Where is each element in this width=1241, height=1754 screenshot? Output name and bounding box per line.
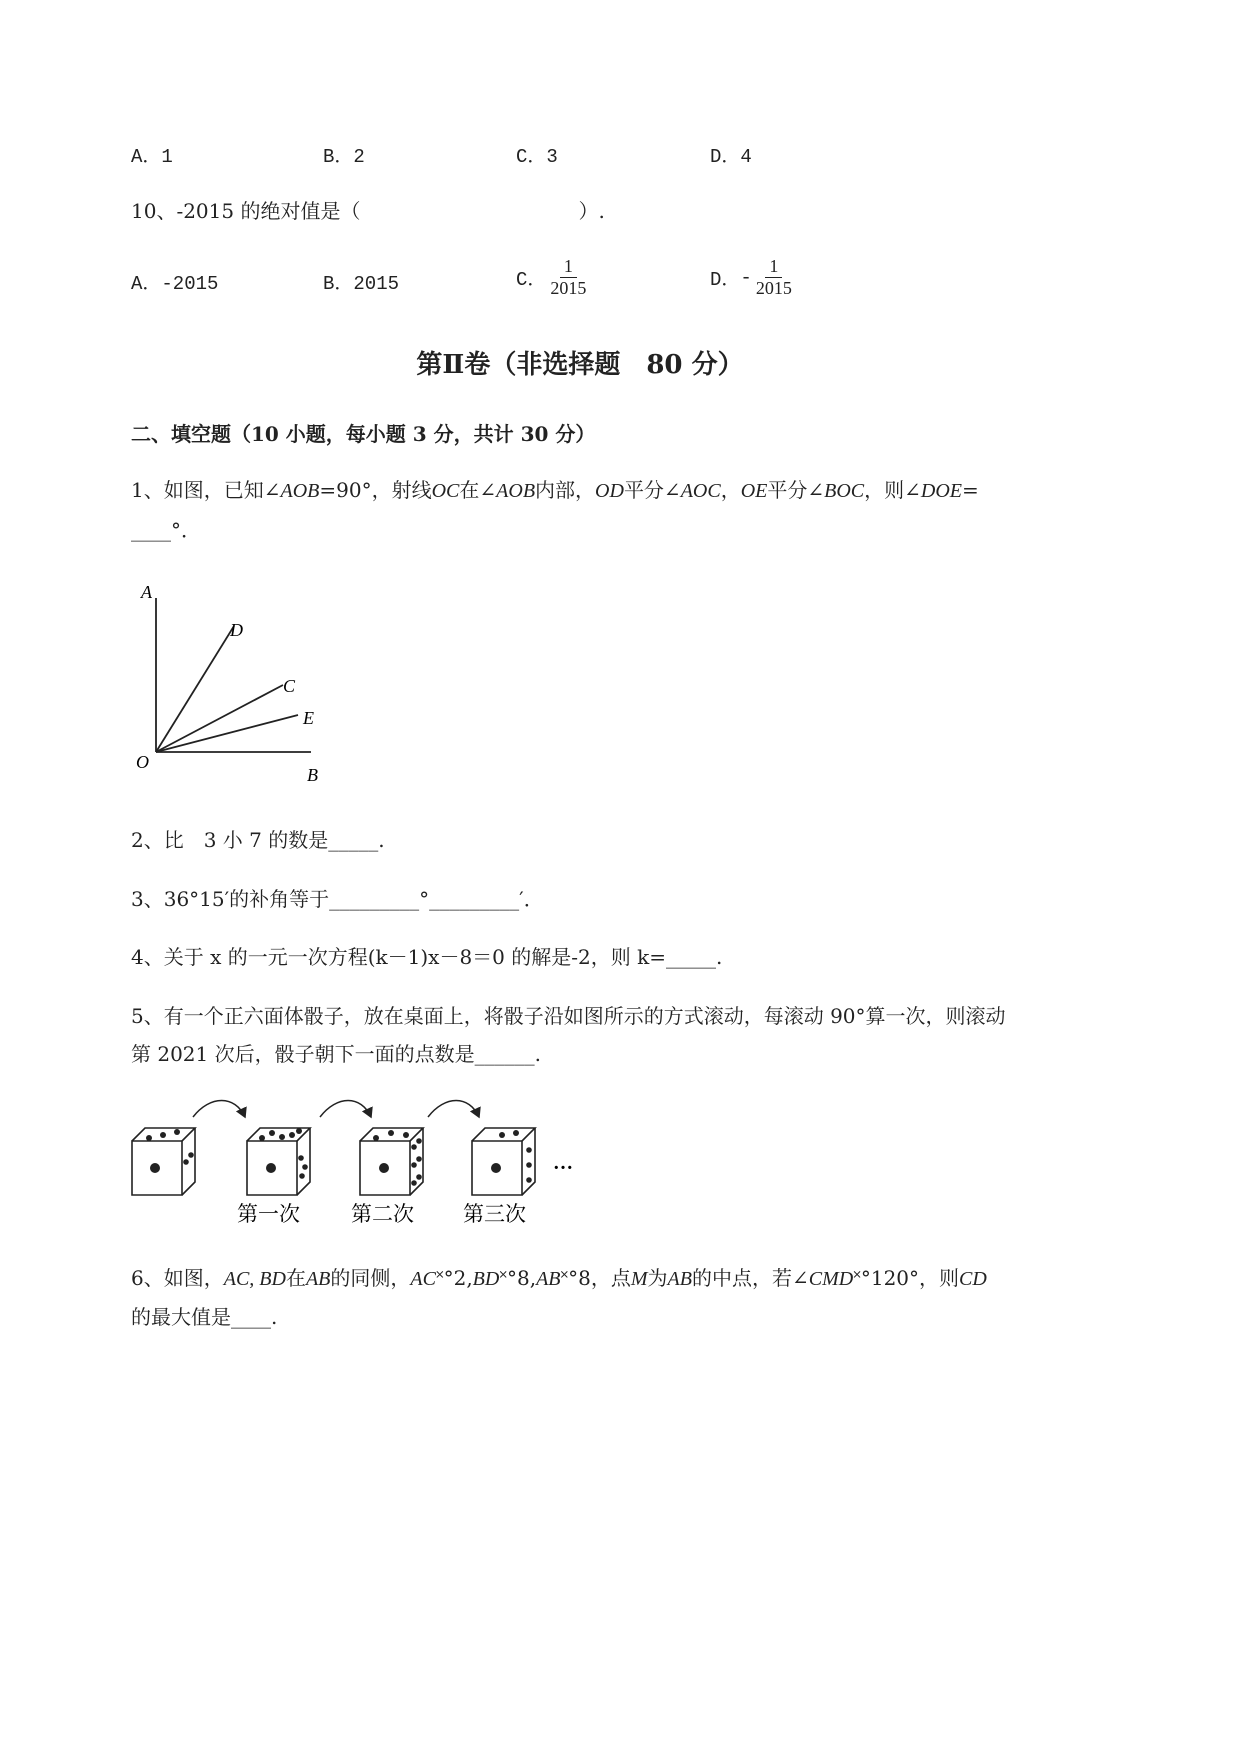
q9-option-b: B．2 <box>323 146 365 168</box>
ellipsis: … <box>553 1152 573 1174</box>
fill-q2: 2、比 3 小 7 的数是_____. <box>131 828 385 852</box>
fraction: $\frac{1}{2015}$ <box>550 256 587 298</box>
ray-od <box>156 626 234 752</box>
label-c: C <box>283 676 296 696</box>
q10-option-b: B．2015 <box>323 273 400 295</box>
fill-q3: 3、36°15′的补角等于_________°_________′． <box>131 887 544 911</box>
label-d: D <box>230 620 243 640</box>
roll-arrow <box>320 1101 371 1118</box>
fill-q1-line1: 1、如图，已知∠AOB=90°，射线OC在∠AOB内部，OD平分∠AOC，OE平分∠BOC，则∠DOE= <box>131 478 979 502</box>
caption-second: 第二次 <box>351 1202 414 1226</box>
fill-q4: 4、关于 x 的一元一次方程(k－1)x－8＝0 的解是-2，则 k=_____. <box>131 945 723 969</box>
die-third <box>472 1128 535 1195</box>
q9-option-d: D．4 <box>710 146 752 168</box>
fraction: $\frac{1}{2015}$ <box>755 256 792 298</box>
label-o: O <box>136 752 149 772</box>
caption-first: 第一次 <box>237 1202 300 1226</box>
q10-stem: 10、-2015 的绝对值是（ ）. <box>131 199 605 223</box>
fill-q1-line2: ____°． <box>131 518 201 542</box>
q9-option-c: C．3 <box>516 146 558 168</box>
angle-figure <box>125 578 335 788</box>
label-a: A <box>141 582 152 602</box>
label-e: E <box>303 708 314 728</box>
dice-figure <box>125 1095 595 1235</box>
fill-q5-line2: 第 2021 次后，骰子朝下一面的点数是______. <box>131 1042 541 1066</box>
part-heading: 二、填空题（10 小题，每小题 3 分，共计 30 分） <box>131 422 596 446</box>
fill-q6-line1: 6、如图，AC, BD在AB的同侧，AC˟°2,BD˟°8,AB˟°8，点M为AB的中点，若∠CMD˟°120°，则CD <box>131 1266 987 1290</box>
roll-arrow <box>428 1101 479 1118</box>
section-title: 第Ⅱ卷（非选择题 80 分） <box>416 350 744 380</box>
fill-q5-line1: 5、有一个正六面体骰子，放在桌面上，将骰子沿如图所示的方式滚动，每滚动 90°算一次，则滚动 <box>131 1004 1006 1028</box>
label-b: B <box>307 765 318 785</box>
q9-option-a: A．1 <box>131 146 173 168</box>
q10-option-c: C． $\frac{1}{2015}$ <box>516 256 590 299</box>
q10-option-a: A．-2015 <box>131 273 219 295</box>
ray-oc <box>156 685 283 752</box>
q10-option-d: D． - $\frac{1}{2015}$ <box>710 256 796 299</box>
die-first <box>247 1128 310 1195</box>
fill-q6-line2: 的最大值是____. <box>131 1305 278 1329</box>
roll-arrow <box>193 1101 245 1118</box>
die-second <box>360 1128 423 1195</box>
die-initial <box>132 1128 195 1195</box>
caption-third: 第三次 <box>463 1202 526 1226</box>
ray-oe <box>156 715 298 752</box>
